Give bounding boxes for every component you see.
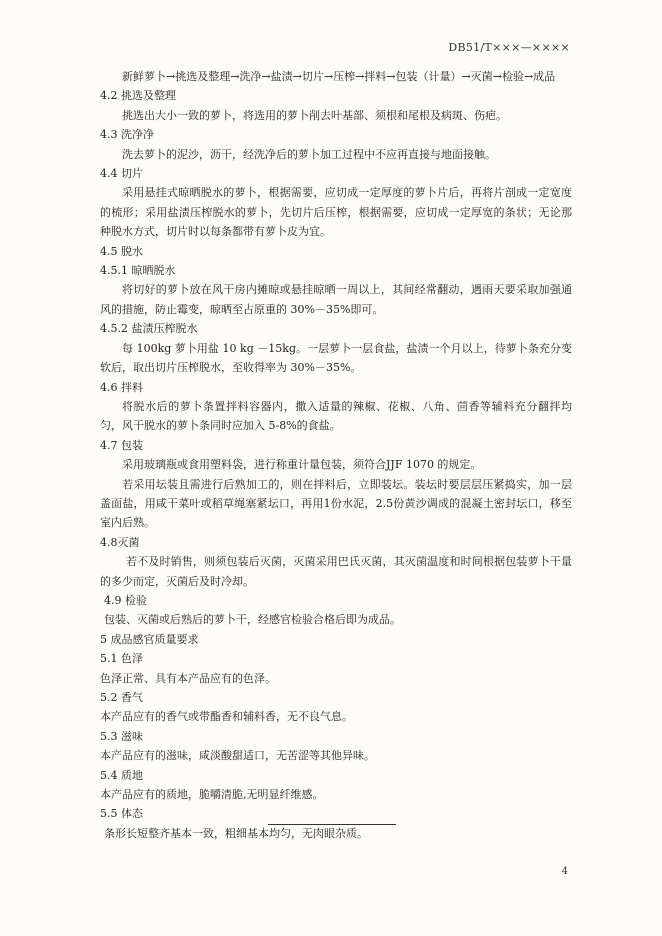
body-paragraph: 挑选出大小一致的萝卜，将选用的萝卜削去叶基部、须根和尾根及病斑、伤疤。 [122,108,507,122]
section-heading: 4.5 脱水 [100,244,143,258]
standard-code: DB51/T×××—×××× [448,41,570,54]
body-paragraph: 采用悬挂式晾晒脱水的萝卜，根据需要，应切成一定厚度的萝卜片后，再将片剖成一定宽度的梳形；采用盐渍压榨脱水的萝卜，先切片后压榨，根据需要，应切成一定厚宽的条状；无论那种脱水方式，切片时以每条都带有萝卜皮为宜。 [100,186,572,239]
page-number: 4 [561,866,568,877]
section-heading: 4.7 包装 [100,438,143,452]
process-flow: 新鲜萝卜→挑选及整理→洗净→盐渍→切片→压榨→拌料→包装（计量）→灭菌→检验→成品 [122,70,556,83]
section-heading: 4.6 拌料 [100,380,143,394]
body-paragraph: 条形长短整齐基本一致，粗细基本均匀，无肉眼杂质。 [104,826,368,840]
body-paragraph: 色泽正常、具有本产品应有的色泽。 [100,671,276,685]
end-rule [268,824,396,825]
section-heading: 5.5 体态 [100,807,143,821]
section-heading: 5.3 滋味 [100,729,143,743]
section-heading: 4.2 挑选及整理 [100,89,176,103]
section-heading: 5.1 色泽 [100,652,143,666]
subsection-heading: 4.5.1 晾晒脱水 [100,264,176,278]
body-paragraph: 洗去萝卜的泥沙，沥干，经洗净后的萝卜加工过程中不应再直接与地面接触。 [122,147,496,161]
section-heading: 4.3 洗净净 [100,128,154,142]
body-paragraph: 若不及时销售，则须包装后灭菌，灭菌采用巴氏灭菌，其灭菌温度和时间根据包装萝卜干量的多少而定，灭菌后及时冷却。 [100,555,572,588]
document-body [100,67,572,843]
section-heading: 4.8灭菌 [100,535,140,549]
chapter-heading: 5 成品感官质量要求 [100,632,199,646]
body-paragraph: 本产品应有的质地，脆嚼清脆,无明显纤维感。 [100,788,324,802]
section-heading: 5.2 香气 [100,691,143,704]
body-paragraph: 将脱水后的萝卜条置拌料容器内，撒入适量的辣椒、花椒、八角、茴香等辅料充分翻拌均匀，风干脱水的萝卜条同时应加入 5-8%的食盐。 [100,399,572,433]
body-paragraph: 本产品应有的香气或带酯香和辅料香，无不良气息。 [100,710,353,724]
section-heading: 4.9 检验 [104,593,147,607]
body-paragraph: 每 100kg 萝卜用盐 10 kg －15kg。一层萝卜一层食盐，盐渍一个月以上，待萝卜条充分变软后，取出切片压榨脱水，至收得率为 30%－35%。 [100,341,572,375]
body-paragraph: 将切好的萝卜放在风干房内摊晾或悬挂晾晒一周以上，其间经常翻动，遇雨天要采取加强通风的措施，防止霉变，晾晒至占原重的 30%－35%即可。 [100,283,572,316]
body-paragraph: 包装、灭菌或后熟后的萝卜干，经感官检验合格后即为成品。 [104,613,401,627]
body-paragraph: 若采用坛装且需进行后熟加工的，则在拌料后，立即装坛。装坛时要层层压紧捣实，加一层盖面盐，用咸干菜叶或稻草绳塞紧坛口，再用1份水泥，2.5份黄沙调成的混凝土密封坛口，移至室内后熟。 [100,477,572,530]
section-heading: 5.4 质地 [100,768,143,782]
body-paragraph: 本产品应有的滋味，咸淡酸甜适口，无苦涩等其他异味。 [100,749,375,763]
subsection-heading: 4.5.2 盐渍压榨脱水 [100,322,198,336]
body-paragraph: 采用玻璃瓶或食用塑料袋，进行称重计量包装，须符合JJF 1070 的规定。 [122,458,482,472]
section-heading: 4.4 切片 [100,167,143,181]
